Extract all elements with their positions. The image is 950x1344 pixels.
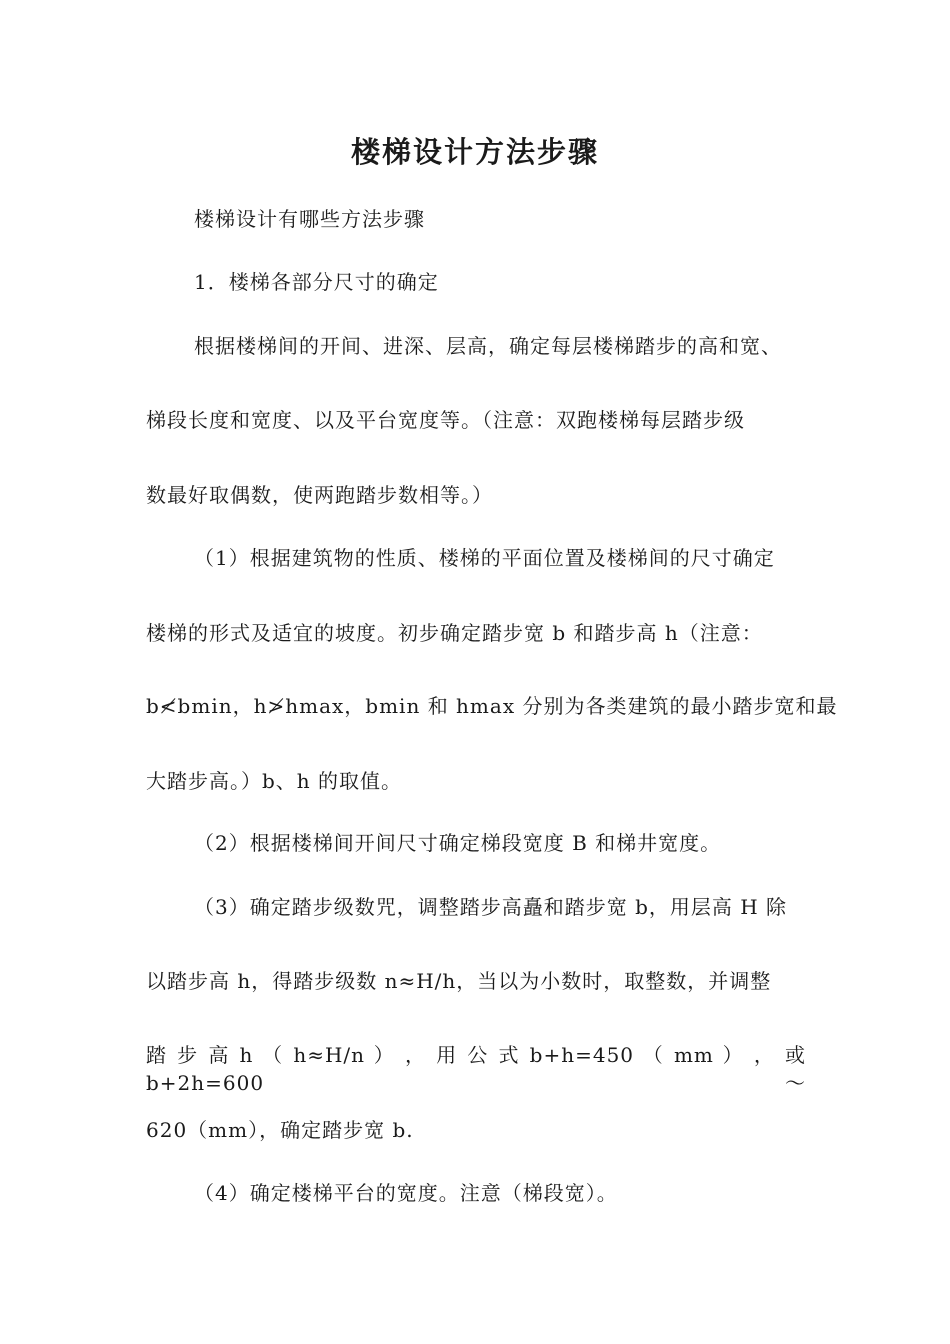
section-heading: 1．楼梯各部分尺寸的确定 bbox=[194, 270, 439, 294]
paragraph-line: 踏 步 高 h （ h≈H/n ） ， 用 公 式 b+h=450 （ mm ） ， 或 b+2h=600 ～ bbox=[146, 1043, 806, 1095]
paragraph-line: 梯段长度和宽度、以及平台宽度等。（注意：双跑楼梯每层踏步级 bbox=[146, 408, 745, 432]
paragraph-line: 数最好取偶数，使两跑踏步数相等。） bbox=[146, 483, 493, 507]
subtitle-line: 楼梯设计有哪些方法步骤 bbox=[194, 207, 425, 231]
paragraph-line: 楼梯的形式及适宜的坡度。初步确定踏步宽 b 和踏步高 h（注意： bbox=[146, 621, 763, 645]
paragraph-line: b≮bmin，h≯hmax，bmin 和 hmax 分别为各类建筑的最小踏步宽和最 bbox=[146, 694, 838, 718]
paragraph-line: （3）确定踏步级数咒，调整踏步高矗和踏步宽 b，用层高 H 除 bbox=[194, 895, 788, 919]
paragraph-line: 根据楼梯间的开间、进深、层高，确定每层楼梯踏步的高和宽、 bbox=[194, 334, 782, 358]
paragraph-line: 620（mm），确定踏步宽 b. bbox=[146, 1118, 414, 1142]
paragraph-line: 以踏步高 h，得踏步级数 n≈H/h，当以为小数时，取整数，并调整 bbox=[146, 969, 772, 993]
paragraph-line: 大踏步高。）b、h 的取值。 bbox=[146, 769, 403, 793]
paragraph-line: （2）根据楼梯间开间尺寸确定梯段宽度 B 和梯井宽度。 bbox=[194, 831, 722, 855]
paragraph-line: （1）根据建筑物的性质、楼梯的平面位置及楼梯间的尺寸确定 bbox=[194, 546, 775, 570]
document-title: 楼梯设计方法步骤 bbox=[350, 135, 599, 169]
paragraph-line: （4）确定楼梯平台的宽度。注意（梯段宽）。 bbox=[194, 1181, 618, 1205]
